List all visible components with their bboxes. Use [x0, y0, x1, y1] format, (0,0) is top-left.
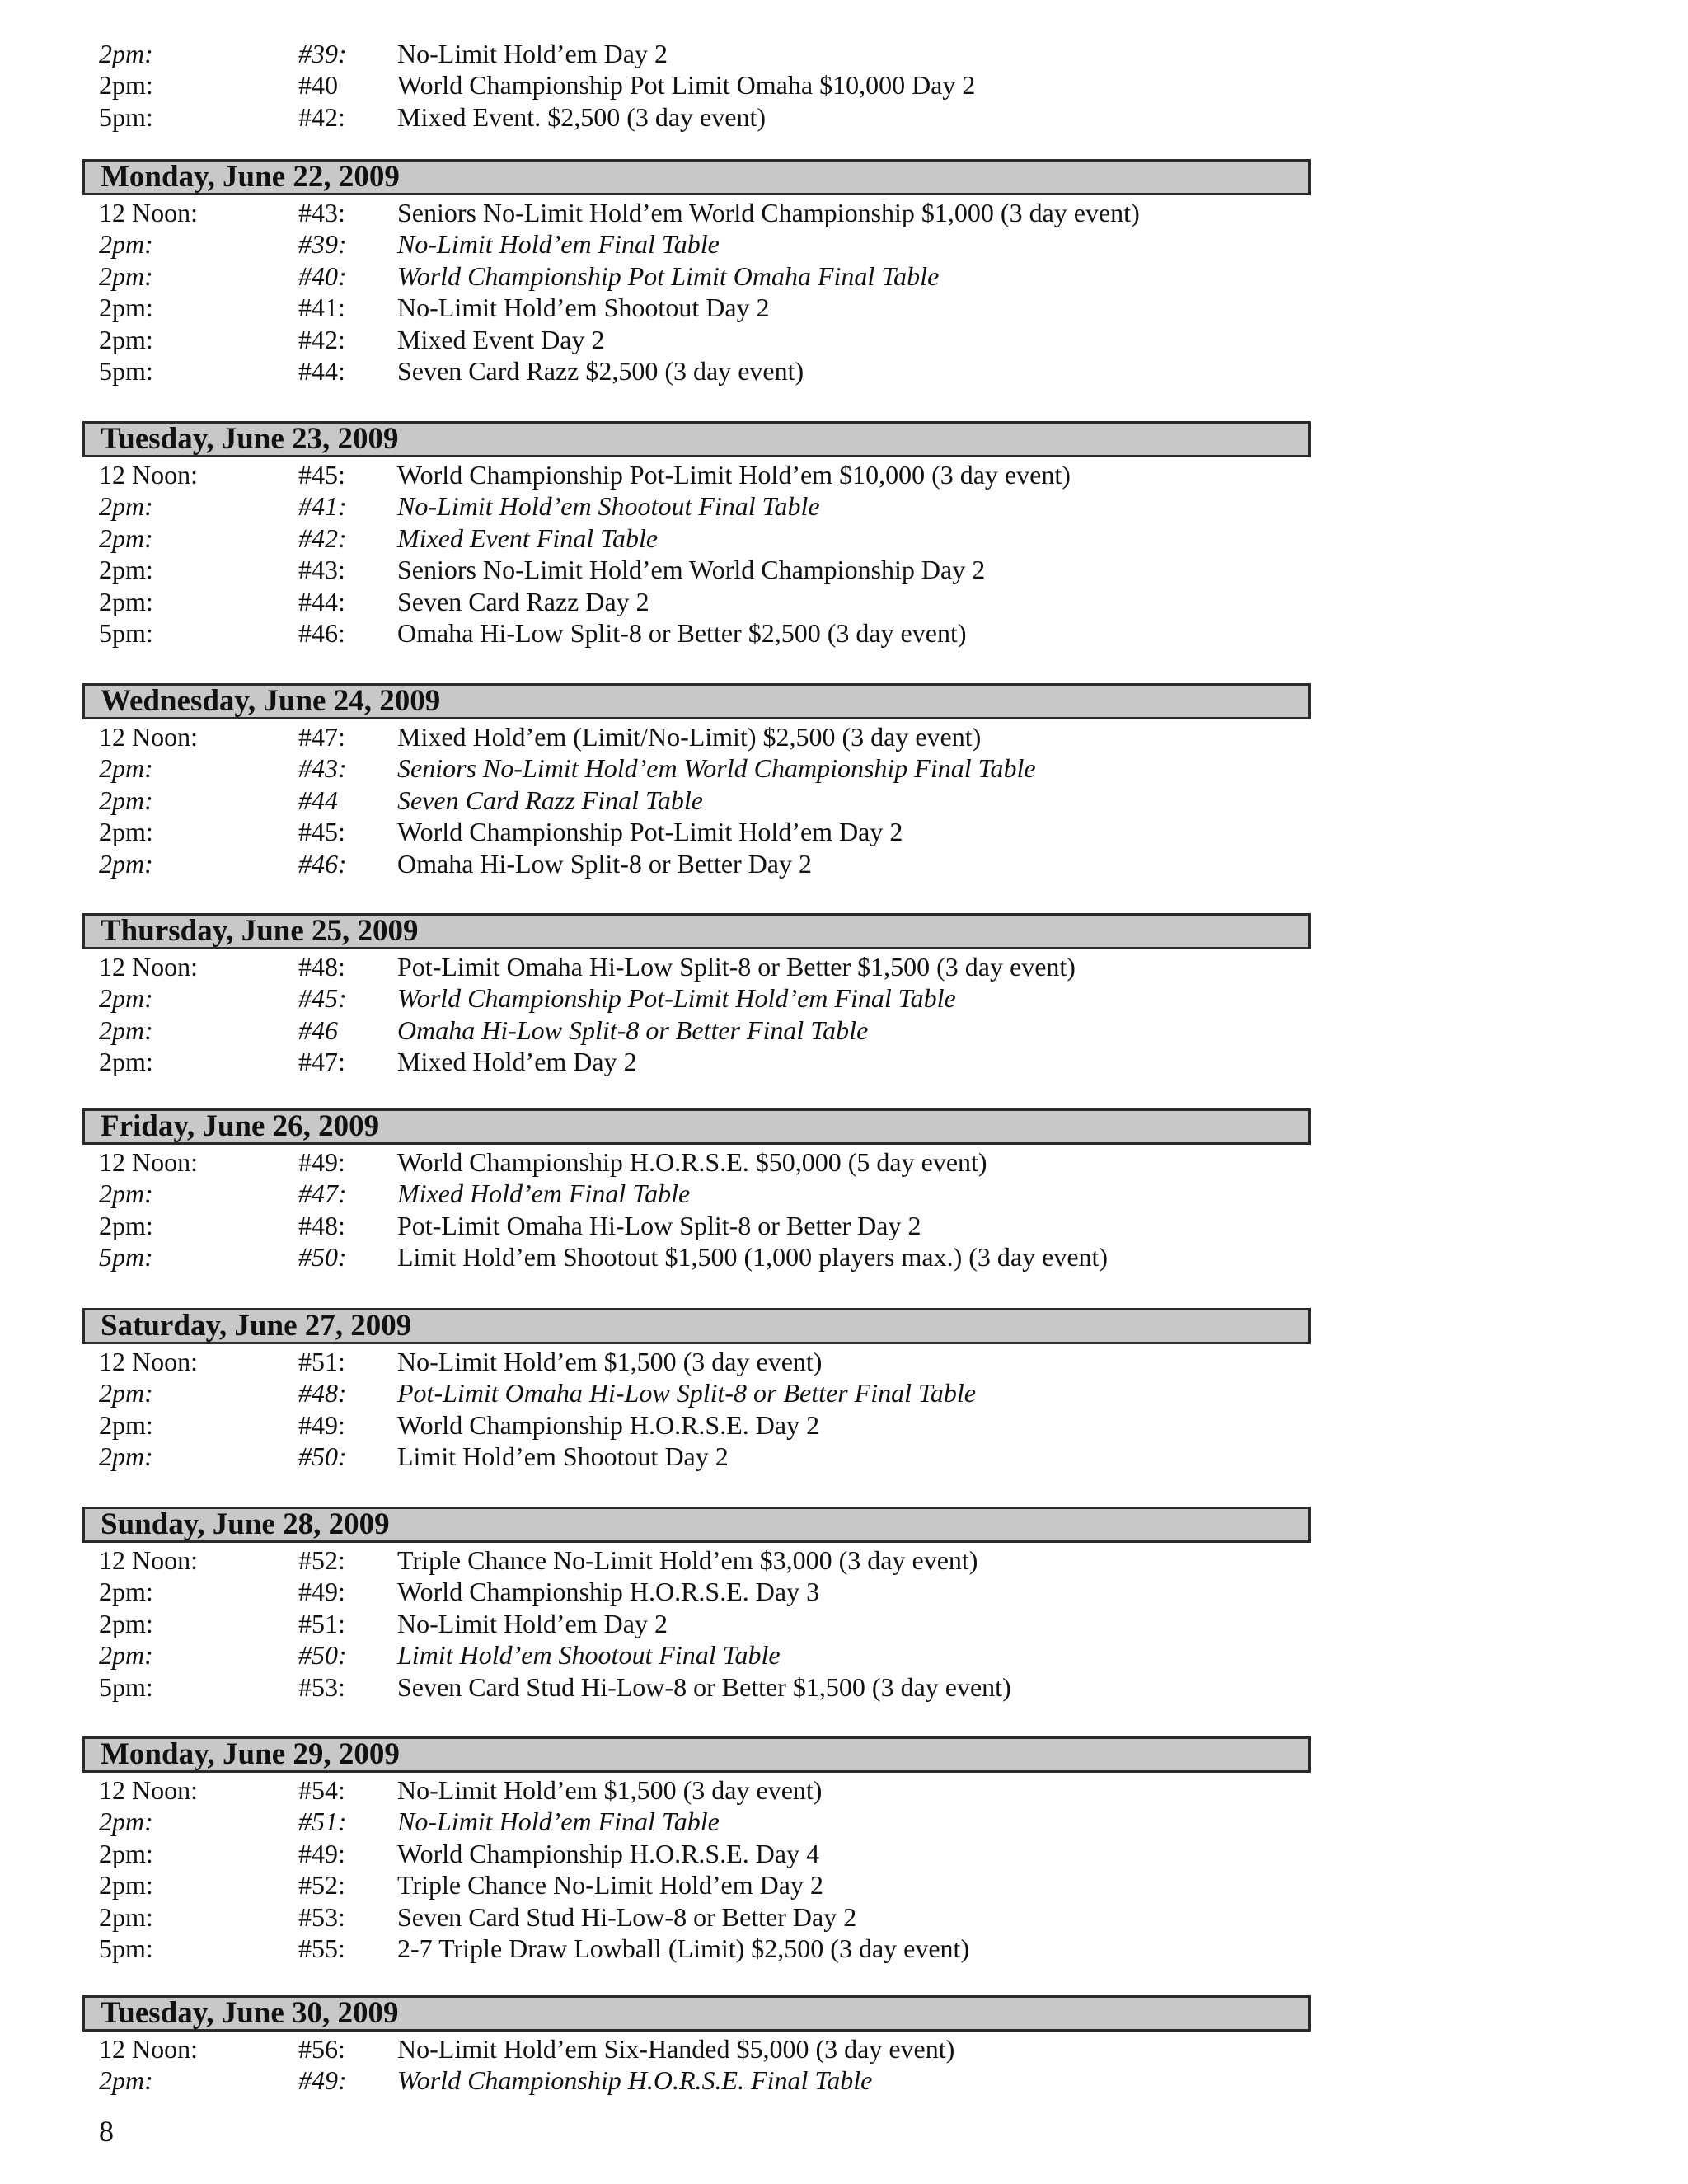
event-time: 2pm:	[99, 1901, 153, 1932]
event-number: #45:	[298, 817, 345, 847]
page-number: 8	[99, 2115, 114, 2148]
event-number: #56:	[298, 2034, 345, 2064]
day-section	[82, 421, 1311, 649]
event-title: World Championship H.O.R.S.E. Final Table	[397, 2065, 873, 2096]
event-title: Seniors No-Limit Hold’em World Championship Final Table	[397, 753, 1036, 784]
event-number: #53:	[298, 1671, 345, 1702]
event-row	[82, 554, 1311, 585]
event-time: 12 Noon:	[99, 952, 198, 982]
event-row	[82, 752, 1311, 784]
event-row	[82, 1409, 1311, 1441]
event-title: World Championship Pot Limit Omaha $10,000 Day 2	[397, 70, 976, 101]
event-title: Mixed Event Day 2	[397, 324, 605, 354]
event-title: World Championship H.O.R.S.E. Day 2	[397, 1409, 820, 1440]
event-row	[82, 260, 1311, 292]
event-number: #41:	[298, 491, 347, 522]
event-row	[82, 1774, 1311, 1806]
event-time: 2pm:	[99, 817, 153, 847]
event-number: #51:	[298, 1608, 345, 1638]
event-number: #54:	[298, 1775, 345, 1805]
event-time: 12 Noon:	[99, 198, 198, 227]
event-title: Seven Card Razz Final Table	[397, 785, 703, 815]
event-number: #50:	[298, 1640, 347, 1671]
event-time: 2pm:	[99, 1015, 153, 1045]
event-time: 2pm:	[99, 1047, 153, 1077]
event-row	[82, 1869, 1311, 1900]
event-time: 2pm:	[99, 785, 153, 815]
event-time: 2pm:	[99, 229, 153, 260]
event-number: #55:	[298, 1933, 345, 1963]
event-number: #48:	[298, 1210, 345, 1240]
event-title: Omaha Hi-Low Split-8 or Better Day 2	[397, 848, 812, 879]
event-number: #47:	[298, 1047, 345, 1077]
event-title: World Championship Pot Limit Omaha Final Table	[397, 260, 940, 291]
event-time: 2pm:	[99, 1838, 153, 1868]
event-row	[82, 1901, 1311, 1933]
day-section	[82, 38, 1311, 133]
event-time: 2pm:	[99, 2065, 153, 2096]
event-time: 2pm:	[99, 70, 153, 101]
day-header: Saturday, June 27, 2009	[82, 1308, 1311, 1344]
event-number: #49:	[298, 1147, 345, 1177]
event-number: #48:	[298, 1378, 347, 1408]
day-section	[82, 1308, 1311, 1473]
day-section	[82, 683, 1311, 879]
day-section	[82, 1108, 1311, 1273]
day-section	[82, 1507, 1311, 1703]
event-time: 5pm:	[99, 1933, 153, 1963]
event-number: #50:	[298, 1242, 347, 1272]
event-title: World Championship H.O.R.S.E. Day 3	[397, 1577, 820, 1607]
event-title: Seniors No-Limit Hold’em World Championship Day 2	[397, 555, 986, 585]
event-title: Triple Chance No-Limit Hold’em Day 2	[397, 1870, 823, 1900]
event-title: No-Limit Hold’em Shootout Final Table	[397, 491, 820, 522]
event-row	[82, 69, 1311, 101]
event-time: 2pm:	[99, 1441, 153, 1472]
event-title: Mixed Hold’em (Limit/No-Limit) $2,500 (3 day event)	[397, 722, 982, 752]
event-row	[82, 785, 1311, 816]
event-row	[82, 38, 1311, 69]
event-title: Omaha Hi-Low Split-8 or Better $2,500 (3 day event)	[397, 617, 967, 648]
event-row	[82, 721, 1311, 752]
event-row	[82, 2064, 1311, 2096]
event-row	[82, 1608, 1311, 1639]
event-time: 2pm:	[99, 1577, 153, 1607]
event-number: #43:	[298, 753, 347, 784]
event-title: No-Limit Hold’em $1,500 (3 day event)	[397, 1347, 823, 1376]
event-time: 2pm:	[99, 260, 153, 291]
event-row	[82, 1178, 1311, 1209]
event-number: #52:	[298, 1545, 345, 1575]
event-number: #49:	[298, 1577, 345, 1607]
event-row	[82, 586, 1311, 617]
event-row	[82, 1046, 1311, 1077]
event-row	[82, 523, 1311, 554]
event-time: 2pm:	[99, 586, 153, 616]
event-title: Mixed Hold’em Final Table	[397, 1179, 691, 1209]
event-number: #46:	[298, 848, 347, 879]
event-row	[82, 1441, 1311, 1472]
event-number: #52:	[298, 1870, 345, 1900]
event-title: Pot-Limit Omaha Hi-Low Split-8 or Better Final Table	[397, 1378, 976, 1408]
event-number: #49:	[298, 2065, 347, 2096]
event-time: 2pm:	[99, 1409, 153, 1440]
event-title: No-Limit Hold’em Day 2	[397, 39, 668, 68]
event-row	[82, 292, 1311, 323]
event-number: #44:	[298, 586, 345, 616]
event-row	[82, 1576, 1311, 1607]
event-row	[82, 355, 1311, 387]
event-number: #41:	[298, 293, 345, 323]
event-row	[82, 1146, 1311, 1178]
event-number: #43:	[298, 198, 345, 227]
event-title: World Championship H.O.R.S.E. $50,000 (5 day event)	[397, 1147, 987, 1177]
event-row	[82, 197, 1311, 228]
event-row	[82, 490, 1311, 522]
event-row	[82, 1241, 1311, 1272]
event-title: No-Limit Hold’em Final Table	[397, 1807, 720, 1837]
event-row	[82, 459, 1311, 490]
event-row	[82, 951, 1311, 982]
event-time: 2pm:	[99, 753, 153, 784]
day-section	[82, 1736, 1311, 1964]
event-title: No-Limit Hold’em Six-Handed $5,000 (3 day event)	[397, 2034, 955, 2064]
event-title: Mixed Event. $2,500 (3 day event)	[397, 101, 766, 132]
event-row	[82, 324, 1311, 355]
event-row	[82, 1639, 1311, 1671]
event-number: #46	[298, 1015, 338, 1045]
event-number: #49:	[298, 1409, 345, 1440]
event-time: 2pm:	[99, 523, 153, 553]
event-row	[82, 1210, 1311, 1241]
event-row	[82, 982, 1311, 1014]
event-time: 2pm:	[99, 293, 153, 323]
event-title: Pot-Limit Omaha Hi-Low Split-8 or Better $1,500 (3 day event)	[397, 952, 1076, 982]
event-title: No-Limit Hold’em $1,500 (3 day event)	[397, 1775, 823, 1805]
event-number: #40	[298, 70, 338, 101]
event-number: #39:	[298, 39, 347, 68]
event-title: Mixed Hold’em Day 2	[397, 1047, 637, 1077]
event-title: No-Limit Hold’em Shootout Day 2	[397, 293, 770, 323]
event-title: Omaha Hi-Low Split-8 or Better Final Table	[397, 1015, 869, 1045]
event-time: 12 Noon:	[99, 460, 198, 490]
event-row	[82, 101, 1311, 133]
event-title: World Championship Pot-Limit Hold’em $10,000 (3 day event)	[397, 460, 1071, 490]
event-number: #51:	[298, 1347, 345, 1376]
event-row	[82, 1544, 1311, 1576]
event-time: 12 Noon:	[99, 1147, 198, 1177]
event-row	[82, 1671, 1311, 1703]
event-time: 5pm:	[99, 1671, 153, 1702]
event-number: #45:	[298, 983, 347, 1014]
day-header: Sunday, June 28, 2009	[82, 1507, 1311, 1543]
event-number: #43:	[298, 555, 345, 585]
event-time: 5pm:	[99, 1242, 153, 1272]
event-title: Seven Card Razz $2,500 (3 day event)	[397, 355, 804, 386]
event-title: Seven Card Stud Hi-Low-8 or Better Day 2	[397, 1901, 857, 1932]
event-time: 2pm:	[99, 1807, 153, 1837]
day-header: Thursday, June 25, 2009	[82, 913, 1311, 949]
event-number: #45:	[298, 460, 345, 490]
event-time: 2pm:	[99, 1640, 153, 1671]
event-number: #53:	[298, 1901, 345, 1932]
event-time: 12 Noon:	[99, 722, 198, 752]
event-time: 5pm:	[99, 355, 153, 386]
event-row	[82, 228, 1311, 260]
event-time: 2pm:	[99, 848, 153, 879]
event-title: Limit Hold’em Shootout $1,500 (1,000 players max.) (3 day event)	[397, 1242, 1109, 1272]
event-row	[82, 1015, 1311, 1046]
event-title: Seven Card Stud Hi-Low-8 or Better $1,500 (3 day event)	[397, 1671, 1011, 1702]
event-time: 2pm:	[99, 1608, 153, 1638]
day-header: Monday, June 22, 2009	[82, 159, 1311, 195]
event-time: 2pm:	[99, 555, 153, 585]
event-title: World Championship Pot-Limit Hold’em Day 2	[397, 817, 903, 847]
event-number: #44	[298, 785, 338, 815]
event-number: #44:	[298, 355, 345, 386]
event-time: 2pm:	[99, 324, 153, 354]
event-row	[82, 617, 1311, 649]
event-row	[82, 1346, 1311, 1377]
event-number: #47:	[298, 722, 345, 752]
event-time: 2pm:	[99, 491, 153, 522]
event-time: 2pm:	[99, 39, 153, 68]
event-row	[82, 2033, 1311, 2064]
event-title: Mixed Event Final Table	[397, 523, 659, 553]
event-time: 5pm:	[99, 617, 153, 648]
event-row	[82, 848, 1311, 879]
event-title: Limit Hold’em Shootout Day 2	[397, 1441, 729, 1472]
event-time: 2pm:	[99, 983, 153, 1014]
event-title: No-Limit Hold’em Day 2	[397, 1608, 668, 1638]
event-number: #47:	[298, 1179, 347, 1209]
event-row	[82, 816, 1311, 847]
day-header: Monday, June 29, 2009	[82, 1736, 1311, 1773]
event-time: 5pm:	[99, 101, 153, 132]
event-time: 2pm:	[99, 1179, 153, 1209]
day-header: Tuesday, June 30, 2009	[82, 1995, 1311, 2032]
event-title: World Championship H.O.R.S.E. Day 4	[397, 1838, 820, 1868]
event-number: #39:	[298, 229, 347, 260]
event-title: No-Limit Hold’em Final Table	[397, 229, 720, 260]
event-number: #42:	[298, 523, 347, 553]
day-section	[82, 159, 1311, 387]
event-number: #50:	[298, 1441, 347, 1472]
event-number: #48:	[298, 952, 345, 982]
event-title: 2-7 Triple Draw Lowball (Limit) $2,500 (3 day event)	[397, 1933, 970, 1963]
event-title: Limit Hold’em Shootout Final Table	[397, 1640, 781, 1671]
event-title: Seven Card Razz Day 2	[397, 586, 649, 616]
event-row	[82, 1377, 1311, 1408]
event-time: 12 Noon:	[99, 1347, 198, 1376]
day-header: Friday, June 26, 2009	[82, 1108, 1311, 1145]
event-number: #42:	[298, 101, 345, 132]
day-header: Wednesday, June 24, 2009	[82, 683, 1311, 719]
event-time: 12 Noon:	[99, 1545, 198, 1575]
event-title: Seniors No-Limit Hold’em World Championship $1,000 (3 day event)	[397, 198, 1140, 227]
event-row	[82, 1806, 1311, 1837]
event-number: #46:	[298, 617, 345, 648]
event-row	[82, 1838, 1311, 1869]
event-time: 2pm:	[99, 1210, 153, 1240]
event-time: 2pm:	[99, 1870, 153, 1900]
event-row	[82, 1933, 1311, 1964]
event-time: 12 Noon:	[99, 2034, 198, 2064]
event-title: Triple Chance No-Limit Hold’em $3,000 (3 day event)	[397, 1545, 978, 1575]
event-time: 2pm:	[99, 1378, 153, 1408]
event-number: #51:	[298, 1807, 347, 1837]
day-section	[82, 913, 1311, 1078]
day-section	[82, 1995, 1311, 2097]
event-number: #40:	[298, 260, 347, 291]
event-number: #42:	[298, 324, 345, 354]
event-number: #49:	[298, 1838, 345, 1868]
event-time: 12 Noon:	[99, 1775, 198, 1805]
event-title: World Championship Pot-Limit Hold’em Final Table	[397, 983, 956, 1014]
event-title: Pot-Limit Omaha Hi-Low Split-8 or Better Day 2	[397, 1210, 921, 1240]
day-header: Tuesday, June 23, 2009	[82, 421, 1311, 457]
